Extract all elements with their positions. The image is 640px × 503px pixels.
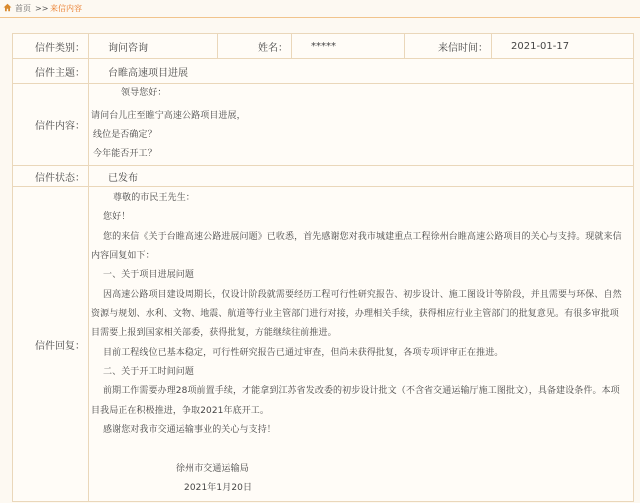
status-row (13, 166, 634, 187)
reply-label: 信件回复： (13, 187, 89, 502)
breadcrumb-separator: >> (35, 4, 49, 13)
reply-greeting: 您好！ (103, 212, 131, 223)
reply-signature-org: 徐州市交通运输局 (176, 463, 249, 474)
content-line: 领导您好： (121, 88, 167, 98)
content-label: 信件内容： (13, 84, 89, 166)
category-value: 询问咨询 (89, 34, 218, 59)
content-line: 请问台儿庄至睢宁高速公路项目进展， (91, 111, 246, 121)
name-label: 姓名： (218, 34, 292, 59)
breadcrumb-current-page: 来信内容 (50, 4, 82, 13)
subject-label: 信件主题： (13, 59, 89, 84)
name-value: ***** (292, 34, 405, 59)
status-value: 已发布 (89, 166, 634, 187)
reply-line: 因高速公路项目建设周期长，仅设计阶段就需要经历工程可行性研究报告、初步设计、施工图设计等阶段，并且需要与环保、自然 (103, 289, 622, 300)
reply-paragraph (91, 286, 633, 344)
reply-cell (89, 187, 634, 502)
letter-detail-table (12, 33, 634, 502)
breadcrumb-home-link[interactable] (3, 0, 31, 17)
home-icon[interactable] (3, 3, 12, 12)
letter-detail-table-body (13, 34, 634, 502)
subject-row (13, 59, 634, 84)
home-icon-glyph[interactable] (3, 3, 12, 12)
reply-line: 前期工作需要办理28项前置手续，才能拿到江苏省发改委的初步设计批文（不含省交通运输厅施工图批文），具备建设条件。本项 (103, 386, 620, 397)
subject-value: 台睢高速项目进展 (89, 59, 634, 84)
reply-section-heading (91, 266, 633, 285)
reply-line: 目我局正在积极推进，争取2021年底开工。 (91, 405, 270, 416)
breadcrumb (0, 0, 640, 18)
reply-paragraph (91, 344, 633, 363)
reply-line: 您的来信《关于台睢高速公路进展问题》已收悉，首先感谢您对我市城建重点工程徐州台睢高速公路项目的关心与支持。现就来信 (103, 231, 622, 242)
letter-meta-row (13, 34, 634, 59)
content-cell (89, 84, 634, 166)
reply-line: 感谢您对我市交通运输事业的关心与支持！ (103, 425, 276, 436)
content-row (13, 84, 634, 166)
reply-blank-line (91, 440, 633, 459)
reply-paragraph (91, 382, 633, 421)
category-label: 信件类别： (13, 34, 89, 59)
received-date-label: 来信时间： (405, 34, 492, 59)
reply-line: 目需要上报到国家相关部委，获得批复，方能继续往前推进。 (91, 328, 337, 339)
reply-body (91, 187, 633, 500)
reply-line: 目前工程线位已基本稳定，可行性研究报告已通过审查，但尚未获得批复，各项专项评审正在推进。 (103, 347, 504, 358)
breadcrumb-home-label[interactable]: 首页 (15, 4, 31, 13)
reply-line: 二、关于开工时间问题 (103, 367, 195, 378)
status-label: 信件状态： (13, 166, 89, 187)
reply-line: 内容回复如下： (91, 251, 155, 262)
reply-section-heading (91, 363, 633, 382)
reply-row (13, 187, 634, 502)
content-line: 今年能否开工？ (93, 149, 157, 159)
reply-line: 资源与规划、水利、文物、地震、航道等行业主管部门进行对接，办理相关手续，获得相应行业主管部门的批复意见。有很多审批项 (91, 309, 619, 320)
home-icon-shape[interactable] (4, 4, 12, 12)
reply-line: 一、关于项目进展问题 (103, 270, 195, 281)
letter-content (91, 84, 633, 164)
reply-paragraph (91, 228, 633, 267)
reply-paragraph (91, 421, 633, 440)
reply-salutation: 尊敬的市民王先生： (113, 193, 195, 203)
received-date-value: 2021-01-17 (492, 34, 634, 59)
reply-signature-date: 2021年1月20日 (184, 483, 253, 494)
content-line: 线位是否确定？ (93, 130, 157, 140)
